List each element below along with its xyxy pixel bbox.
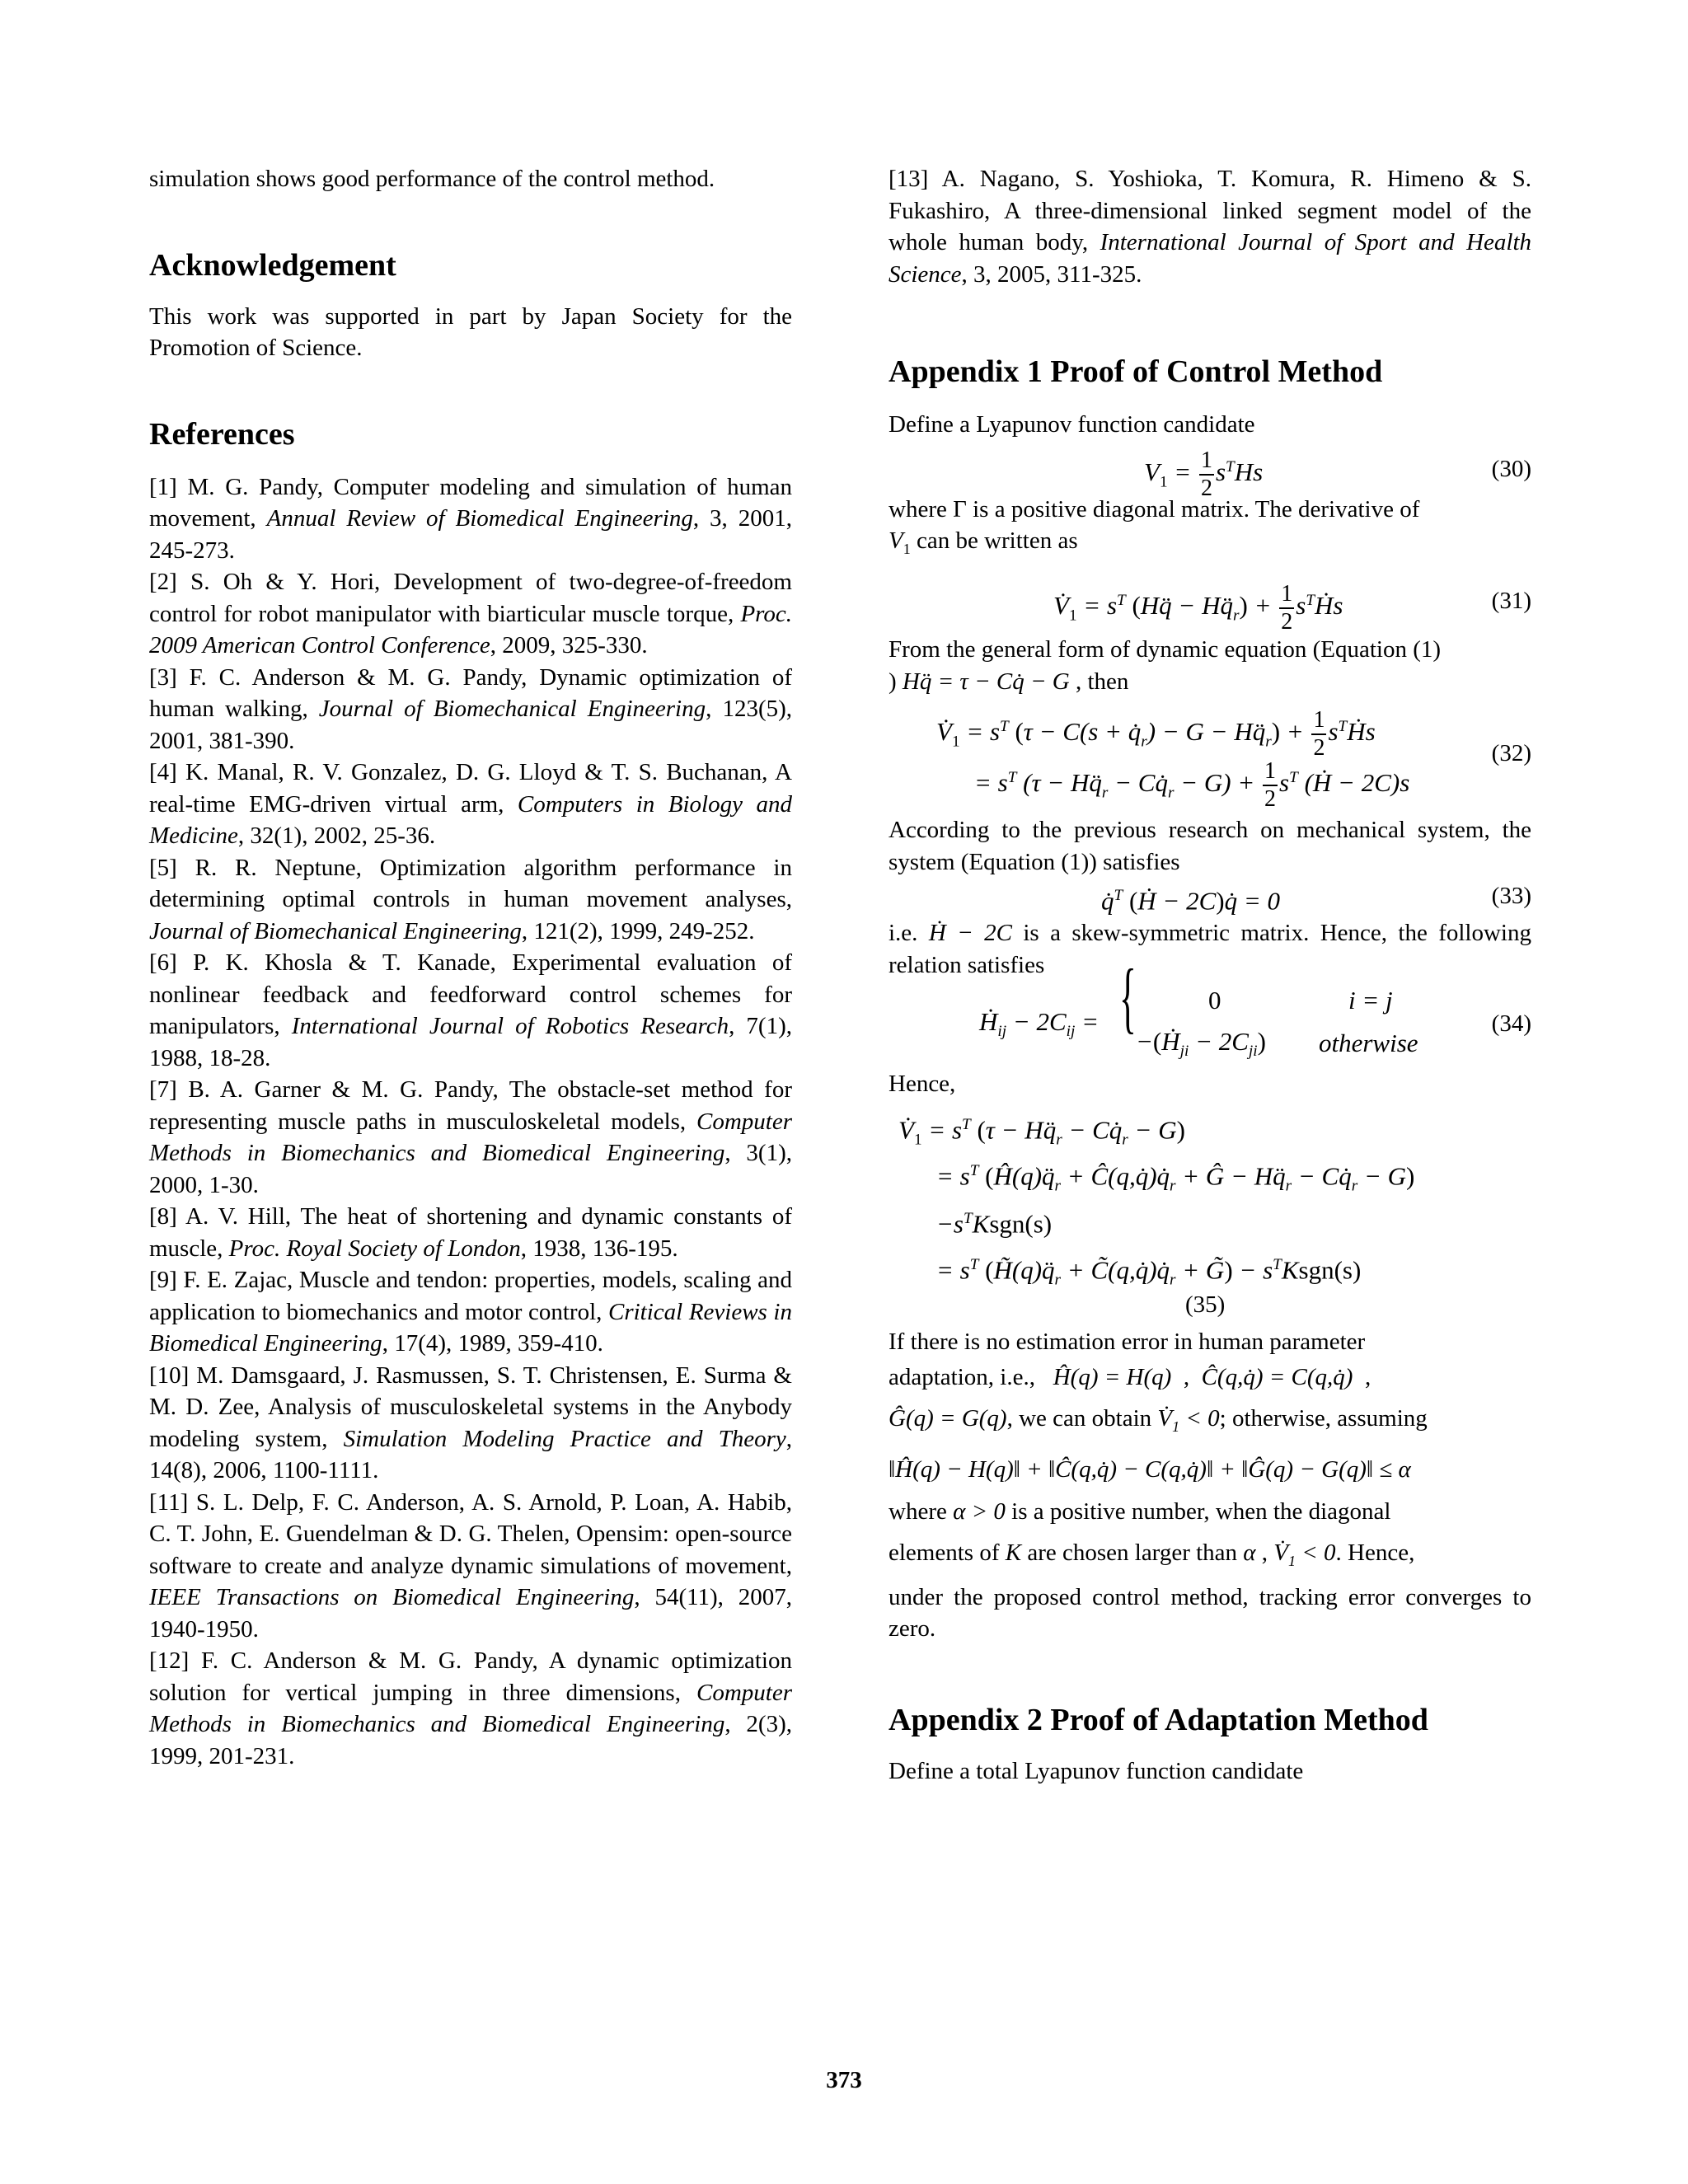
reference-item: [5] R. R. Neptune, Optimization algorithm performance in determining optimal controls in human movement analyses, Journal of Biomechanical Engineering, 121(2), 1999, 249-252. [149, 854, 792, 944]
reference-item: [6] P. K. Khosla & T. Kanade, Experimental evaluation of nonlinear feedback and feedforward control schemes for manipulators, International Journal of Robotics Research, 7(1), 1988, 18-28. [149, 949, 792, 1071]
reference-item: [8] A. V. Hill, The heat of shortening and dynamic constants of muscle, Proc. Royal Society of London, 1938, 136-195. [149, 1203, 792, 1262]
reference-item: [1] M. G. Pandy, Computer modeling and simulation of human movement, Annual Review of Biomedical Engineering, 3, 2001, 245-273. [149, 473, 792, 564]
reference-list [149, 471, 792, 1773]
reference-item: [11] S. L. Delp, F. C. Anderson, A. S. Arnold, P. Loan, A. Habib, C. T. John, E. Guendelman & D. G. Thelen, Opensim: open-source software to create and analyze dynamic simulations of movement, IEEE Transactions on Biomedical Engineering, 54(11), 2007, 1940-1950. [149, 1488, 792, 1643]
equation-number: (33) [1491, 883, 1531, 910]
equation-number: (31) [1491, 588, 1531, 615]
obtain-line: Ĝ(q) = G(q), we can obtain $V̇_1 < 0$; otherwise, assuming [889, 1405, 1428, 1436]
acknowledgement-text: This work was supported in part by Japan Society for the Promotion of Science. [149, 302, 792, 361]
reference-item: [3] F. C. Anderson & M. G. Pandy, Dynamic optimization of human walking, Journal of Biomechanical Engineering, 123(5), 2001, 381-390. [149, 663, 793, 754]
intro-paragraph: simulation shows good performance of the control method. [149, 166, 715, 192]
reference-item: [7] B. A. Garner & M. G. Pandy, The obstacle-set method for representing muscle paths in musculoskeletal models, Computer Methods in Biomechanics and Biomedical Engineering, 3(1), 2000, 1-30. [149, 1076, 792, 1198]
reference-item: [2] S. Oh & Y. Hori, Development of two-degree-of-freedom control for robot manipulator with biarticular muscle torque, Proc. 2009 American Control Conference, 2009, 325-330. [149, 569, 792, 658]
equation-number: (32) [1491, 740, 1531, 767]
general-form-paragraph: From the general form of dynamic equation (Equation (1) [889, 636, 1442, 663]
equation-number: (34) [1491, 1010, 1531, 1038]
if-paragraph: If there is no estimation error in human parameter [889, 1328, 1366, 1355]
reference-item: [4] K. Manal, R. V. Gonzalez, D. G. Lloyd & T. S. Buchanan, A real-time EMG-driven virtual arm, Computers in Biology and Medicine, 32(1), 2002, 25-36. [149, 759, 792, 849]
general-form-equation: ) Hq̈ = τ − Cq̇ − G , then [889, 668, 1129, 695]
right-column [889, 163, 1531, 1787]
skew-symmetric-paragraph: i.e. Ḣ − 2C is a skew-symmetric matrix. Hence, the following relation satisfies [889, 920, 1531, 978]
hence-label: Hence, [889, 1071, 956, 1098]
equation-number: (30) [1491, 455, 1531, 482]
references-heading: References [149, 416, 295, 452]
under-paragraph: under the proposed control method, tracking error converges to zero. [889, 1583, 1531, 1643]
reference-item: [10] M. Damsgaard, J. Rasmussen, S. T. Christensen, E. Surma & M. D. Zee, Analysis of musculoskeletal systems in the Anybody modeling system, Simulation Modeling Practice and Theory, 14(8), 2006, 1100-1111. [149, 1361, 793, 1483]
equation-34: Ḣ$_{ij}$ − $2C_{ij}$ = { 0 i = j −(Ḣ$_{ji}$ − $2C_{ji}$) otherwise (34) [979, 953, 1531, 1061]
appendix-2-heading: Appendix 2 Proof of Adaptation Method [889, 1702, 1428, 1737]
adaptation-line: adaptation, i.e., Ĥ(q) = H(q) , Ĉ(q,q̇) = C(q,q̇) , [889, 1364, 1372, 1391]
equation-33: q̇$^T$ (Ḣ − 2C)q̇ = 0 (33) [889, 878, 1531, 914]
page-number: 373 [826, 2067, 862, 2093]
appendix-1-heading: Appendix 1 Proof of Control Method [889, 354, 1383, 389]
according-paragraph: According to the previous research on mechanical system, the system (Equation (1)) satisfies [889, 817, 1531, 875]
define-total-paragraph: Define a total Lyapunov function candidate [889, 1757, 1304, 1784]
reference-item: [12] F. C. Anderson & M. G. Pandy, A dynamic optimization solution for vertical jumping in three dimensions, Computer Methods in Biomechanics and Biomedical Engineering, 2(3), 1999, 201-231. [149, 1647, 792, 1769]
where-gamma-paragraph: where Γ is a positive diagonal matrix. The derivative of [889, 495, 1420, 523]
reference-item: [9] F. E. Zajac, Muscle and tendon: properties, models, scaling and application to biomechanics and motor control, Critical Reviews in Biomedical Engineering, 17(4), 1989, 359-410. [149, 1267, 792, 1357]
define-paragraph: Define a Lyapunov function candidate [889, 411, 1255, 438]
alpha-line: where α > 0 is a positive number, when the diagonal [889, 1498, 1391, 1526]
acknowledgement-heading: Acknowledgement [149, 247, 396, 283]
equation-30: $V_1$ = $\frac{1}{2}$ $s^THs$ (30) [1144, 447, 1531, 501]
reference-item: [13] A. Nagano, S. Yoshioka, T. Komura, R. Himeno & S. Fukashiro, A three-dimensional linked segment model of the whole human body, International Journal of Sport and Health Science, 3, 2005, 311-325. [889, 166, 1531, 288]
equation-31: $V̇_1 = s^T$ (Hq̈ − $Hq̈_r$) + $\frac{1}{2}$ $s^TḢs$ (31) [1053, 581, 1531, 635]
equation-35: $V̇_1 = s^T$ ($\tau - Hq̈_r$ − $Cq̇_r - G$) = $s^T$ ($Ĥ(q)q̈_r$ + $Ĉ(q,q̇)q̇_r$ + Ĝ − $Hq̈_r$ − $Cq̇_r - G$) $-s^TKsgn(s)$ = $s^T$ ($H̃(q)q̈_r$ + $C̃(q,q̇)q̇_r$ + G̃) − $s^TKsgn(s)$ (35) [889, 1102, 1531, 1308]
norm-bound-line: ‖Ĥ(q) − H(q)‖ + ‖Ĉ(q,q̇) − C(q,q̇)‖ + ‖Ĝ(q) − G(q)‖ ≤ α [889, 1456, 1411, 1483]
derivative-paragraph: $V_1$ can be written as [889, 527, 1078, 557]
left-column [149, 163, 792, 1772]
equation-32: $V̇_1 = s^T$ ($\tau - C(s + q̇_r) - G$ − $Hq̈_r$) + $\frac{1}{2}$ $s^TḢs$ = $s^T$ ($\tau - Hq̈_r$ − $Cq̇_r - G$) + $\frac{1}{2}$ $s^T$ (Ḣ − 2C)s (32) [936, 707, 1531, 813]
elements-line: elements of K are chosen larger than α , $V̇_1 < 0$. Hence, [889, 1540, 1415, 1569]
equation-number: (35) [1185, 1291, 1226, 1318]
